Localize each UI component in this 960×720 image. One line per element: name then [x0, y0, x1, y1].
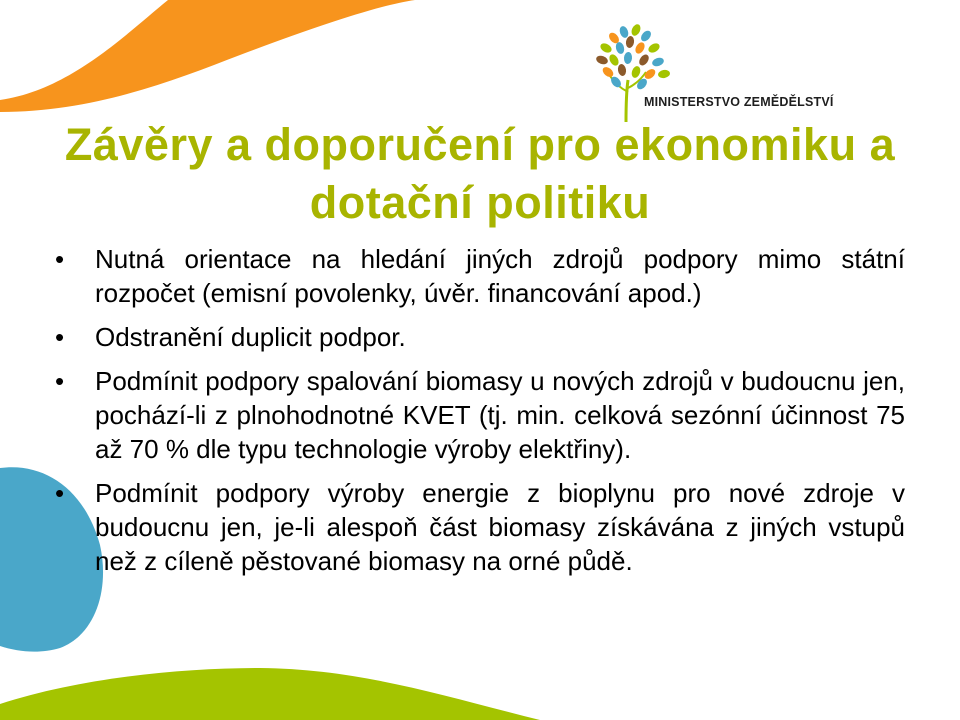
list-item — [55, 476, 905, 578]
list-item — [55, 364, 905, 466]
list-item-text: Podmínit podpory výroby energie z bioplynu pro nové zdroje v budoucnu jen, je-li alespoň část biomasy získávána z jiných vstupů než z cíleně pěstované biomasy na orné půdě. — [95, 478, 905, 576]
list-item — [55, 242, 905, 310]
list-item-text: Odstranění duplicit podpor. — [95, 322, 406, 352]
bullet-icon: • — [55, 244, 65, 274]
bullet-list — [55, 242, 905, 588]
bullet-icon: • — [55, 478, 65, 508]
slide-title: Závěry a doporučení pro ekonomiku a dotační politiku — [64, 119, 896, 228]
bullet-icon: • — [55, 366, 65, 396]
list-item-text: Nutná orientace na hledání jiných zdrojů podpory mimo státní rozpočet (emisní povolenky, úvěr. financování apod.) — [95, 244, 905, 308]
ministry-logo-text: MINISTERSTVO ZEMĚDĚLSTVÍ — [644, 95, 834, 109]
orange-leaf-shape — [0, 0, 415, 112]
green-wave-shape — [0, 668, 540, 720]
bullet-icon: • — [55, 322, 65, 352]
list-item-text: Podmínit podpory spalování biomasy u nových zdrojů v budoucnu jen, pochází-li z plnohodnotné KVET (tj. min. celková sezónní účinnost 75 až 70 % dle typu technologie výroby elektřiny). — [95, 366, 905, 464]
list-item — [55, 320, 905, 354]
